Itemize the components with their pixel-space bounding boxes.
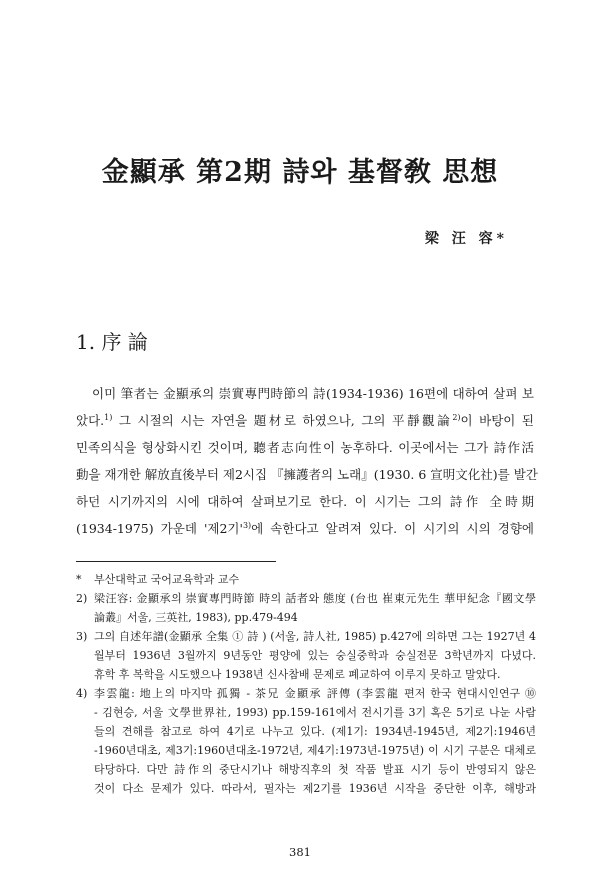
- footnotes: [76, 570, 536, 798]
- footnote-line: -1960년대초, 제3기:1960년대초-1972년, 제4기:1973년-1975년) 이 시기 구분은 대체로: [94, 744, 536, 757]
- footnote-mark: *: [76, 573, 82, 586]
- footnote-divider: [76, 561, 276, 562]
- footnote: [76, 627, 536, 684]
- footnote-mark: 3): [76, 630, 88, 643]
- footnote-ref[interactable]: 3): [242, 520, 252, 530]
- body-line: 았다.$^{1)}$ 그 시절의 시는 자연을 題材로 하였으나, 그의 平靜觀論$^{2)}$이 바탕이 된: [76, 412, 534, 428]
- footnote-line: 論叢』서울, 三英社, 1983), pp.479-494: [94, 611, 298, 624]
- body-line: 이미 筆者는 金顯承의 崇實專門時節의 詩(1934-1936) 16편에 대하여 살펴 보: [92, 386, 534, 401]
- footnote-mark: 2): [76, 592, 88, 605]
- footnote-line: - 김현승, 서울 文學世界社, 1993) pp.159-161에서 전시기를 3기 혹은 5기로 나눈 사람: [94, 706, 536, 719]
- footnote-line: 그의 自述年譜(金顯承 全集 ① 詩 ) (서울, 詩人社, 1985) p.427에 의하면 그는 1927년 4: [94, 630, 536, 643]
- footnote-mark: 4): [76, 687, 88, 700]
- footnote-line: 월부터 1936년 3월까지 9년동안 평양에 있는 숭실중학과 숭실전문 3학년까지 다녔다.: [94, 649, 536, 662]
- author-name: 梁 汪 容*: [424, 231, 508, 247]
- paper-title: 金顯承 第2期 詩와 基督敎 思想: [101, 157, 499, 188]
- footnote: [76, 684, 536, 798]
- body-text: [76, 380, 538, 542]
- page-number: 381: [289, 845, 311, 859]
- footnote-ref[interactable]: 2): [452, 412, 461, 422]
- body-line: 하던 시기까지의 시에 대하여 살펴보기로 한다. 이 시기는 그의 詩作 全時期: [76, 494, 534, 509]
- footnote-line: 李雲龍: 地上의 마지막 孤獨 - 茶兄 金顯承 評傳 (李雲龍 편저 한국 현대시인연구 ⑩: [94, 687, 536, 700]
- footnote-line: 것이 다소 문제가 있다. 따라서, 필자는 제2기를 1936년 시작을 중단한 이후, 해방과: [94, 782, 536, 795]
- body-line: (1934-1975) 가운데 '제2기'$^{3)}$에 속한다고 알려져 있다. 이 시기의 시의 경향에: [76, 520, 535, 536]
- footnote-line: 타당하다. 다만 詩作의 중단시기나 해방직후의 첫 작품 발표 시기 등이 반영되지 않은: [94, 763, 536, 776]
- footnote-line: 들의 견해를 참고로 하여 4기로 나누고 있다. (제1기: 1934년-1945년, 제2기:1946년: [94, 725, 536, 738]
- section-heading: 1. 序 論: [76, 330, 148, 354]
- footnote-line: 부산대학교 국어교육학과 교수: [94, 573, 240, 586]
- footnote-ref[interactable]: 1): [104, 412, 113, 422]
- footnote: [76, 570, 536, 589]
- body-line: 動을 재개한 解放直後부터 제2시집 『擁護者의 노래』(1930. 6 宣明文化社)를 발간: [76, 467, 538, 482]
- footnote-line: 梁汪容: 金顯承의 崇實專門時節 時의 話者와 態度 (台也 崔東元先生 華甲紀念『國文學: [94, 592, 536, 605]
- footnote-line: 휴학 후 복학을 시도했으나 1938년 신사참배 문제로 폐교하여 이루지 못하고 말았다.: [94, 668, 501, 681]
- footnote: [76, 589, 536, 627]
- body-line: 민족의식을 형상화시킨 것이며, 聽者志向性이 농후하다. 이곳에서는 그가 詩作活: [76, 440, 534, 455]
